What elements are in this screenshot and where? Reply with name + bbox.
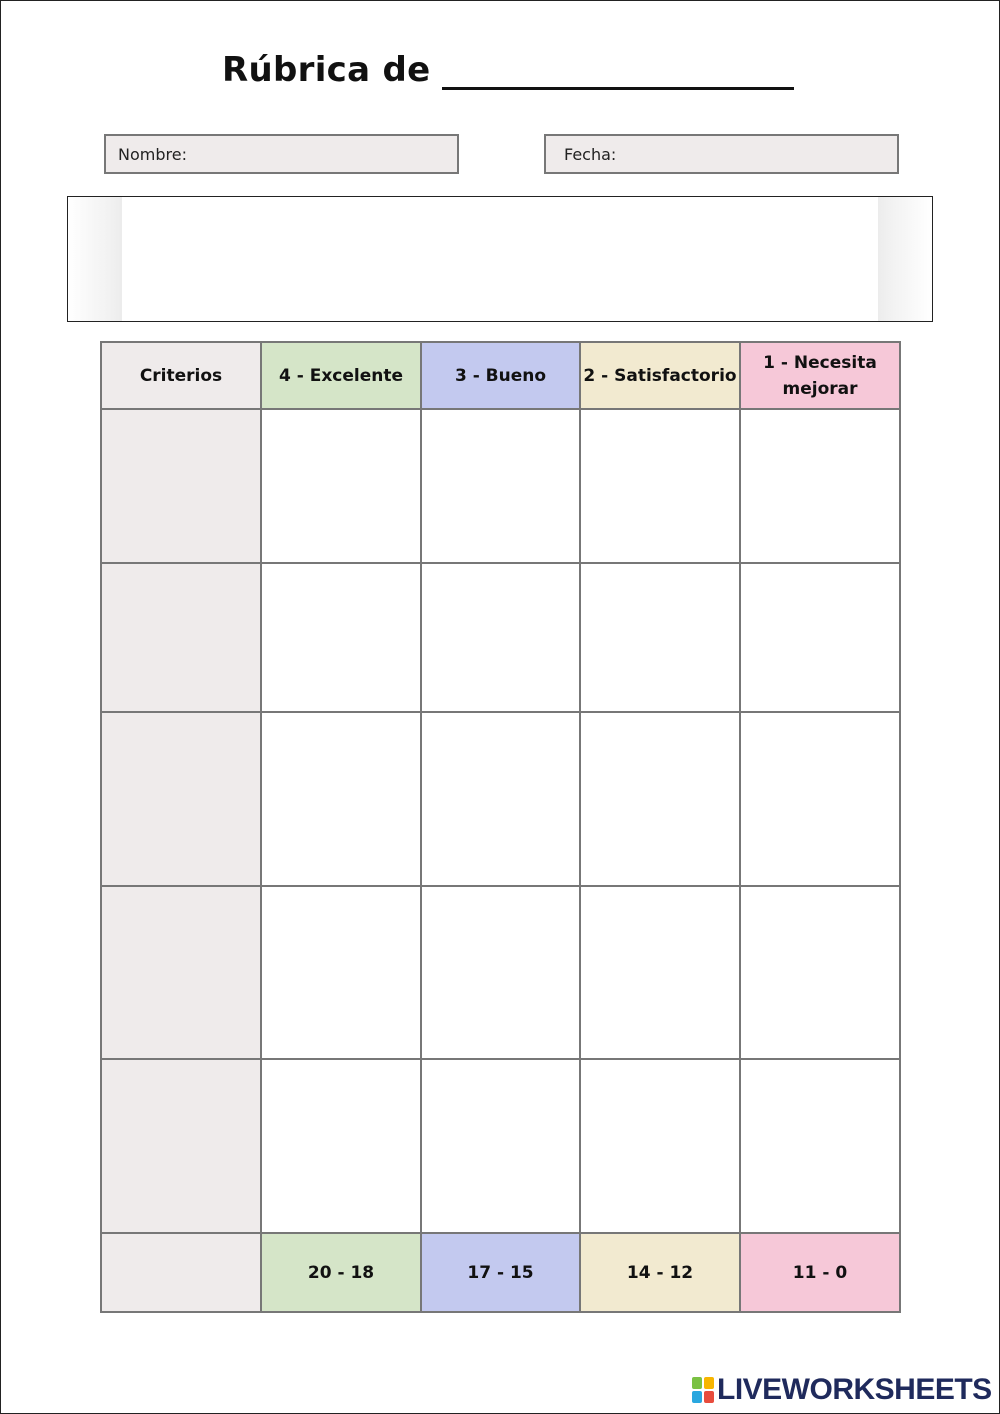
table-row [101,886,900,1059]
table-row [101,1059,900,1233]
rubric-cell[interactable] [261,409,421,563]
rubric-cell[interactable] [261,1059,421,1233]
description-box[interactable] [67,196,933,322]
criterion-cell[interactable] [101,712,261,886]
rubric-cell[interactable] [740,563,900,712]
description-shade-right [878,197,932,321]
header-row [101,342,900,409]
rubric-cell[interactable] [740,409,900,563]
criterion-cell[interactable] [101,409,261,563]
description-shade-left [68,197,122,321]
liveworksheets-wordmark: LIVEWORKSHEETS [717,1373,992,1406]
score-total-cell[interactable] [101,1233,261,1312]
table-row [101,409,900,563]
rubric-cell[interactable] [421,409,580,563]
rubric-cell[interactable] [740,886,900,1059]
score-row [101,1233,900,1312]
rubric-cell[interactable] [261,712,421,886]
rubric-cell[interactable] [740,1059,900,1233]
score-range-necesita-mejorar: 11 - 0 [740,1233,900,1312]
rubric-cell[interactable] [421,712,580,886]
score-range-satisfactorio: 14 - 12 [580,1233,740,1312]
liveworksheets-logo-icon [692,1377,714,1403]
header-bueno: 3 - Bueno [421,342,580,409]
criterion-cell[interactable] [101,886,261,1059]
table-row [101,712,900,886]
name-field-label: Nombre: [118,144,187,164]
date-field-label: Fecha: [564,144,617,164]
title-row [222,44,794,90]
criterion-cell[interactable] [101,1059,261,1233]
header-satisfactorio: 2 - Satisfactorio [580,342,740,409]
rubric-cell[interactable] [421,563,580,712]
rubric-cell[interactable] [740,712,900,886]
rubric-cell[interactable] [580,409,740,563]
name-field[interactable] [104,134,459,174]
score-range-bueno: 17 - 15 [421,1233,580,1312]
header-necesita-mejorar: 1 - Necesita mejorar [740,342,900,409]
rubric-cell[interactable] [261,563,421,712]
page-title: Rúbrica de [222,50,431,90]
date-field[interactable] [544,134,899,174]
header-excelente: 4 - Excelente [261,342,421,409]
rubric-cell[interactable] [421,1059,580,1233]
rubric-table [100,341,901,1313]
rubric-cell[interactable] [580,712,740,886]
table-row [101,563,900,712]
rubric-cell[interactable] [421,886,580,1059]
rubric-cell[interactable] [580,886,740,1059]
rubric-cell[interactable] [261,886,421,1059]
liveworksheets-logo[interactable] [692,1374,992,1406]
header-criterios: Criterios [101,342,261,409]
score-range-excelente: 20 - 18 [261,1233,421,1312]
criterion-cell[interactable] [101,563,261,712]
rubric-cell[interactable] [580,563,740,712]
rubric-cell[interactable] [580,1059,740,1233]
title-blank-line[interactable] [442,51,794,90]
